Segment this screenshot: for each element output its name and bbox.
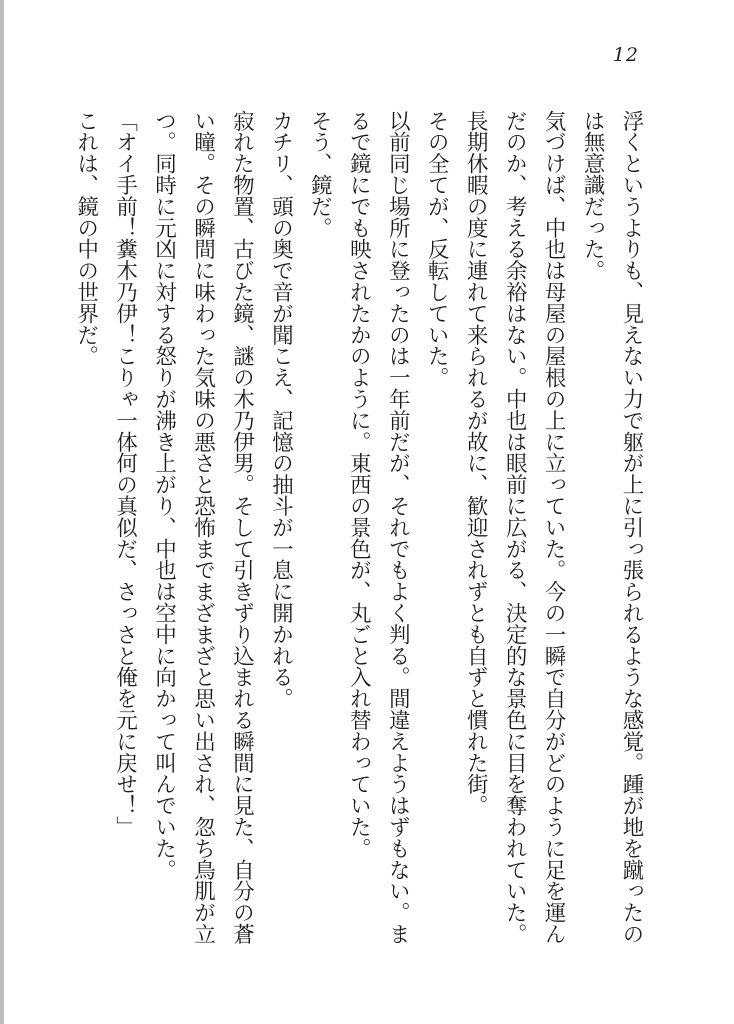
paragraph: 以前同じ場所に登ったのは一年前だが、それでもよく判る。間違えようはずもない。まるで鏡にでも映されたかのように。東西の景色が、丸ごと入れ替わっていた。 xyxy=(346,110,411,945)
paragraph: これは、鏡の中の世界だ。 xyxy=(73,110,99,367)
paragraph: カチリ、頭の奥で音が聞こえ、記憶の抽斗が一息に開かれる。 xyxy=(268,110,294,710)
paragraph: その全てが、反転していた。 xyxy=(424,110,450,389)
body-text xyxy=(66,110,650,950)
page-number: 12 xyxy=(612,44,639,66)
paragraph: そう、鏡だ。 xyxy=(307,110,333,239)
paragraph: 浮くというよりも、見えない力で躯が上に引っ張られるような感覚。踵が地を蹴ったのは無意識だった。 xyxy=(580,110,644,945)
paragraph: 気づけば、中也は母屋の屋根の上に立っていた。今の一瞬で自分がどのように足を運んだのか、考える余裕はない。中也は眼前に広がる、決定的な景色に目を奪われていた。 xyxy=(502,110,567,945)
paragraph: 長期休暇の度に連れて来られるが故に、歓迎されずとも自ずと慣れた街。 xyxy=(463,110,489,817)
paragraph: 寂れた物置、古びた鏡、謎の木乃伊男。そして引きずり込まれる瞬間に見た、自分の蒼い瞳。その瞬間に味わった気味の悪さと恐怖までまざまざと思い出され、忽ち鳥肌が立つ。同時に元凶に対する怒りが沸き上がり、中也は空中に向かって叫んでいた。 xyxy=(151,110,255,945)
paragraph: 「オイ手前！糞木乃伊！こりゃ一体何の真似だ、さっさと俺を元に戻せ！」 xyxy=(112,110,138,838)
